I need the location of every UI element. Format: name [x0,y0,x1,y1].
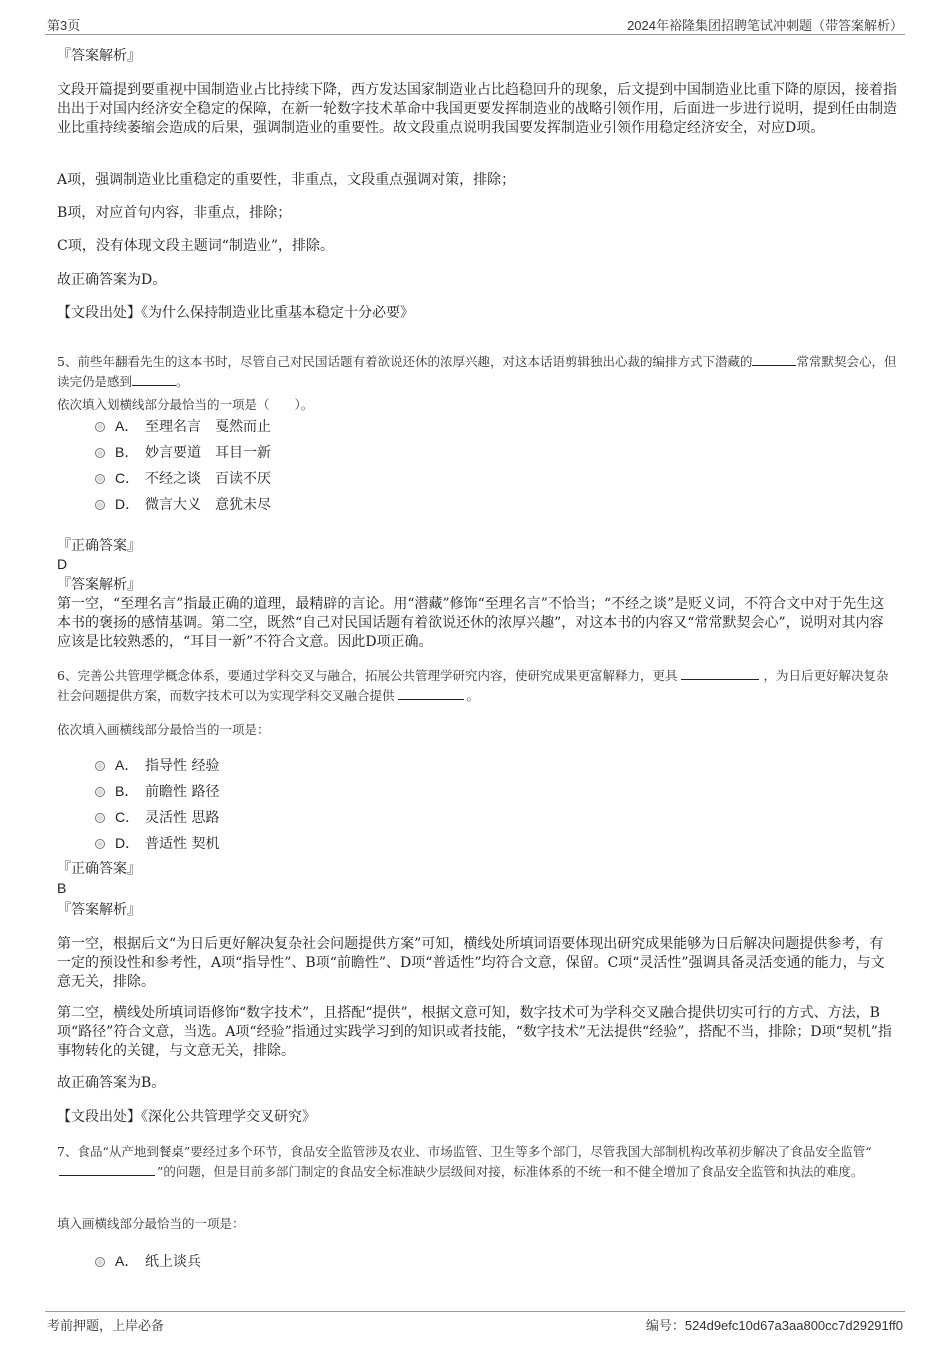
q7-prompt: 填入画横线部分最恰当的一项是： [57,1216,245,1231]
q4-analysis-label: 『答案解析』 [57,48,141,64]
q4-analysis-p1: 文段开篇提到要重视中国制造业占比持续下降，西方发达国家制造业占比趋稳回升的现象，后文提到中国制造业比重下降的原因，接着指出出于对国内经济安全稳定的保障，在新一轮数字技术革命中我国更要发挥制造业的战略引领作用，后面进一步进行说明，提到任由制造业比重持续萎缩会造成的后果，强调制造业的重要性。故文段重点说明我国要发挥制造业引领作用稳定经济安全，对应D项。 [57,82,897,136]
page-header [45,14,905,35]
q5-option-d[interactable]: D． 微言大义 意犹未尽 [95,494,271,515]
q6-answer-label: 『正确答案』 [57,861,141,877]
radio-icon[interactable] [95,813,105,823]
q5-blank-2 [132,372,176,386]
q4-analysis-p2: A项，强调制造业比重稳定的重要性，非重点，文段重点强调对策，排除； [57,172,516,188]
q6-blank-2 [398,686,464,700]
q4-source: 【文段出处】《为什么保持制造业比重基本稳定十分必要》 [57,305,414,321]
q6-analysis-p2: 第二空，横线处所填词语修饰“数字技术”，且搭配“提供”，根据文意可知，数字技术可为学科交叉融合提供切实可行的方式、方法，B项“路径”符合文意，当选。A项“经验”指通过实践学习到的知识或者技能，“数字技术”无法提供“经验”，搭配不当，排除；D项“契机”指事物转化的关键，与文意无关，排除。 [57,1005,892,1059]
radio-icon[interactable] [95,787,105,797]
q5-stem: 5、前些年翻看先生的这本书时，尽管自己对民国话题有着欲说还休的浓厚兴趣，对这本话语剪辑独出心裁的编排方式下潜藏的 常常默契会心，但读完仍是感到 。 [57,354,897,389]
radio-icon[interactable] [95,500,105,510]
q6-prompt: 依次填入画横线部分最恰当的一项是： [57,722,270,737]
q6-option-b[interactable]: B． 前瞻性 路径 [95,781,219,802]
q5-blank-1 [752,352,796,366]
q7-option-a[interactable]: A． 纸上谈兵 [95,1251,201,1272]
radio-icon[interactable] [95,839,105,849]
radio-icon[interactable] [95,422,105,432]
footer-slogan: 考前押题，上岸必备 [47,1319,165,1334]
document-id: 编号：524d9efc10d67a3aa800cc7d29291ff0 [645,1318,903,1333]
radio-icon[interactable] [95,474,105,484]
radio-icon[interactable] [95,761,105,771]
page-number: 第3页 [47,18,81,33]
q6-option-c[interactable]: C． 灵活性 思路 [95,807,219,828]
q6-answer: B [57,880,67,896]
document-title: 2024年裕隆集团招聘笔试冲刺题（带答案解析） [627,18,903,33]
q5-analysis-label: 『答案解析』 [57,577,141,593]
q4-analysis-p3: B项，对应首句内容，非重点，排除； [57,205,292,221]
q4-analysis-p4: C项，没有体现文段主题词“制造业”，排除。 [57,238,335,254]
radio-icon[interactable] [95,1257,105,1267]
q7-stem: 7、食品“从产地到餐桌”要经过多个环节，食品安全监管涉及农业、市场监管、卫生等多个部门，尽管我国大部制机构改革初步解决了食品安全监管“”的问题，但是目前多部门制定的食品安全标准缺少层级间对接，标准体系的不统一和不健全增加了食品安全监管和执法的难度。 [57,1144,872,1179]
q5-prompt: 依次填入划横线部分最恰当的一项是（ ）。 [57,397,314,412]
q6-source: 【文段出处】《深化公共管理学交叉研究》 [57,1109,316,1125]
q6-analysis-label: 『答案解析』 [57,902,141,918]
q6-option-a[interactable]: A． 指导性 经验 [95,755,219,776]
q5-analysis: 第一空，“至理名言”指最正确的道理，最精辟的言论。用“潜藏”修饰“至理名言”不恰当；“不经之谈”是贬义词，不符合文中对于先生这本书的褒扬的感情基调。第二空，既然“自己对民国话题有着欲说还休的浓厚兴趣”，对这本书的内容又“常常默契会心”，说明对其内容应该是比较熟悉的，“耳目一新”不符合文意。因此D项正确。 [57,596,885,650]
q5-answer-label: 『正确答案』 [57,538,141,554]
q7-blank-1 [59,1162,155,1176]
page-footer [45,1311,905,1336]
radio-icon[interactable] [95,448,105,458]
q6-blank-1 [681,666,759,680]
q4-answer-line: 故正确答案为D。 [57,272,167,288]
q6-stem: 6、完善公共管理学概念体系，要通过学科交叉与融合，拓展公共管理学研究内容，使研究成果更富解释力，更具 ，为日后更好解决复杂社会问题提供方案，而数字技术可以为实现学科交叉融合提供 。 [57,668,889,703]
q6-answer-line: 故正确答案为B。 [57,1075,166,1091]
q6-option-d[interactable]: D． 普适性 契机 [95,833,219,854]
q5-option-b[interactable]: B． 妙言要道 耳目一新 [95,442,271,463]
q5-option-c[interactable]: C． 不经之谈 百读不厌 [95,468,271,489]
q6-analysis-p1: 第一空，根据后文“为日后更好解决复杂社会问题提供方案”可知，横线处所填词语要体现出研究成果能够为日后解决问题提供参考，有一定的预设性和参考性，A项“指导性”、B项“前瞻性”、D项“普适性”均符合文意，保留。C项“灵活性”强调具备灵活变通的能力，与文意无关，排除。 [57,936,885,990]
q5-option-a[interactable]: A． 至理名言 戛然而止 [95,416,271,437]
q5-answer: D [57,556,68,572]
